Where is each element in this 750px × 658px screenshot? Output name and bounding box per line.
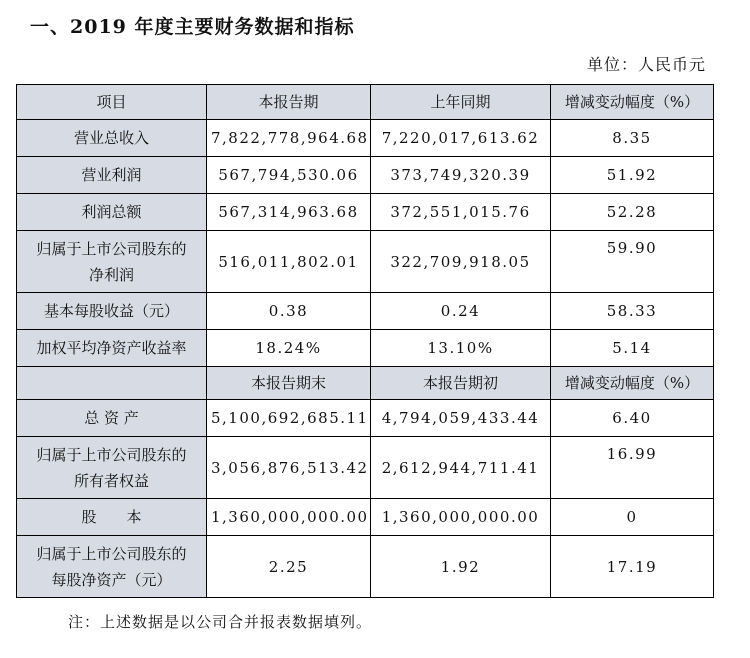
current-value: 567,314,963.68 xyxy=(207,194,371,231)
change-value: 8.35 xyxy=(551,120,714,157)
change-value: 51.92 xyxy=(551,157,714,194)
row-label xyxy=(17,437,207,499)
row-label: 营业利润 xyxy=(17,157,207,194)
row-label: 利润总额 xyxy=(17,194,207,231)
header-empty xyxy=(17,367,207,400)
previous-value: 1.92 xyxy=(371,536,551,598)
row-label-line1: 归属于上市公司股东的 xyxy=(36,445,187,464)
change-value: 0 xyxy=(551,499,714,536)
table-subheader-row xyxy=(17,367,714,400)
row-label-line1: 归属于上市公司股东的 xyxy=(36,544,187,563)
row-label: 股 本 xyxy=(17,499,207,536)
previous-value: 373,749,320.39 xyxy=(371,157,551,194)
currency-unit: 单位：人民币元 xyxy=(586,55,706,74)
previous-value: 2,612,944,711.41 xyxy=(371,437,551,499)
row-label-line2: 每股净资产（元） xyxy=(51,570,172,589)
table-header-row xyxy=(17,85,714,120)
table-row xyxy=(17,120,714,157)
table-row xyxy=(17,499,714,536)
change-value: 58.33 xyxy=(551,293,714,330)
row-label: 营业总收入 xyxy=(17,120,207,157)
change-value: 6.40 xyxy=(551,400,714,437)
row-label-line2: 净利润 xyxy=(88,265,134,284)
current-value: 3,056,876,513.42 xyxy=(207,437,371,499)
current-value: 567,794,530.06 xyxy=(207,157,371,194)
previous-value: 13.10% xyxy=(371,330,551,367)
row-label xyxy=(17,231,207,293)
table-row xyxy=(17,400,714,437)
header-period-start: 本报告期初 xyxy=(371,367,551,400)
footnote: 注：上述数据是以公司合并报表数据填列。 xyxy=(68,613,373,631)
change-value: 16.99 xyxy=(551,437,714,499)
row-label-line1: 归属于上市公司股东的 xyxy=(36,239,187,258)
row-label: 基本每股收益（元） xyxy=(17,293,207,330)
current-value: 2.25 xyxy=(207,536,371,598)
previous-value: 372,551,015.76 xyxy=(371,194,551,231)
current-value: 7,822,778,964.68 xyxy=(207,120,371,157)
current-value: 516,011,802.01 xyxy=(207,231,371,293)
table-row xyxy=(17,437,714,499)
row-label: 加权平均净资产收益率 xyxy=(17,330,207,367)
current-value: 1,360,000,000.00 xyxy=(207,499,371,536)
financial-data-table xyxy=(16,84,714,598)
header-change: 增减变动幅度（%） xyxy=(551,85,714,120)
header-item: 项目 xyxy=(17,85,207,120)
table-row xyxy=(17,194,714,231)
table-row xyxy=(17,330,714,367)
change-value: 52.28 xyxy=(551,194,714,231)
table-row xyxy=(17,536,714,598)
change-value: 17.19 xyxy=(551,536,714,598)
change-value: 5.14 xyxy=(551,330,714,367)
table-row xyxy=(17,293,714,330)
previous-value: 4,794,059,433.44 xyxy=(371,400,551,437)
previous-value: 322,709,918.05 xyxy=(371,231,551,293)
current-value: 18.24% xyxy=(207,330,371,367)
previous-value: 0.24 xyxy=(371,293,551,330)
previous-value: 1,360,000,000.00 xyxy=(371,499,551,536)
row-label-line2: 所有者权益 xyxy=(73,471,149,490)
table-row xyxy=(17,231,714,293)
row-label: 总 资 产 xyxy=(17,400,207,437)
previous-value: 7,220,017,613.62 xyxy=(371,120,551,157)
change-value: 59.90 xyxy=(551,231,714,293)
row-label xyxy=(17,536,207,598)
section-title: 一、2019 年度主要财务数据和指标 xyxy=(30,16,355,38)
current-value: 5,100,692,685.11 xyxy=(207,400,371,437)
header-period-end: 本报告期末 xyxy=(207,367,371,400)
header-change: 增减变动幅度（%） xyxy=(551,367,714,400)
table-row xyxy=(17,157,714,194)
header-prior-period: 上年同期 xyxy=(371,85,551,120)
header-current-period: 本报告期 xyxy=(207,85,371,120)
current-value: 0.38 xyxy=(207,293,371,330)
